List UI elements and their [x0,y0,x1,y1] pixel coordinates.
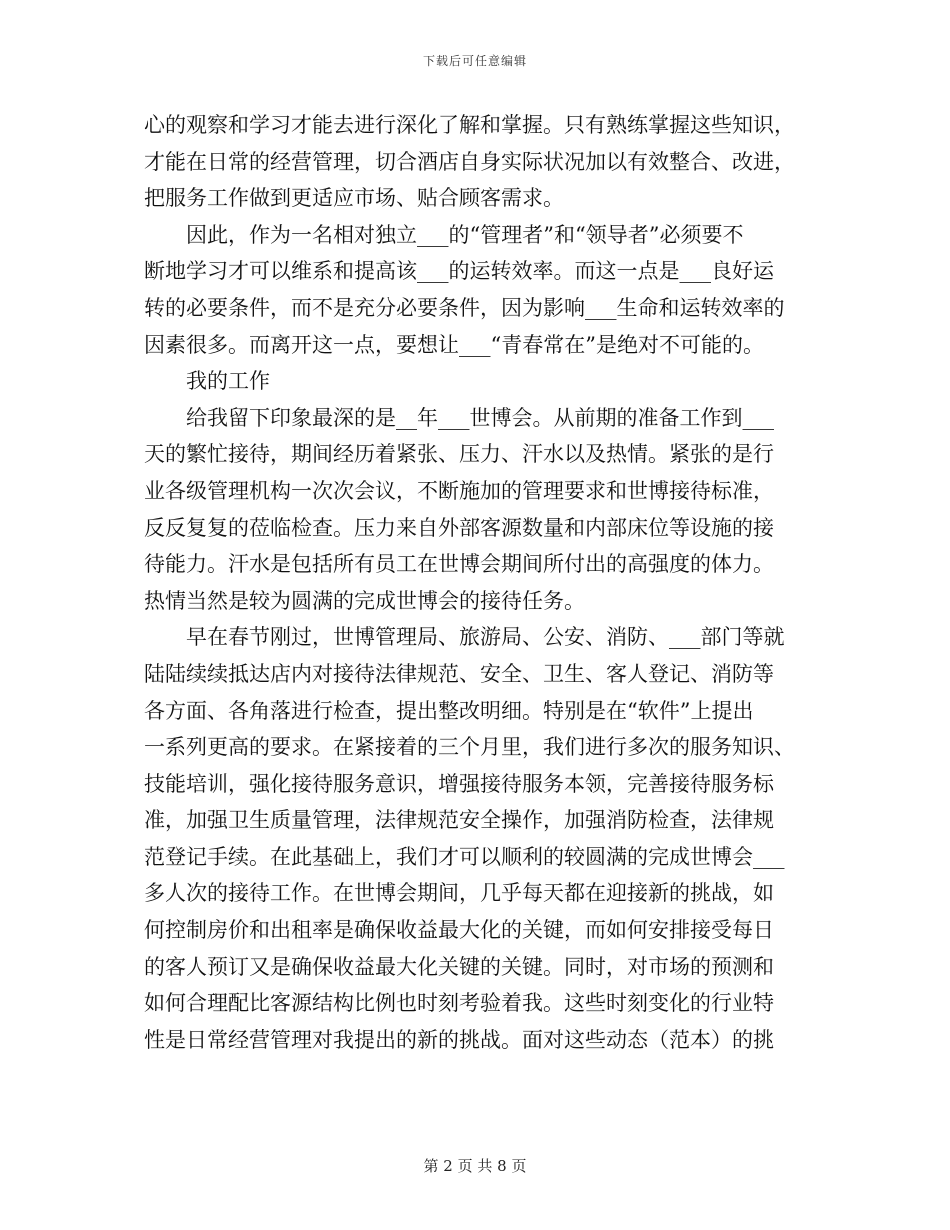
text-line: 技能培训，强化接待服务意识，增强接待服务本领，完善接待服务标 [144,771,774,796]
text-line: 准，加强卫生质量管理，法律规范安全操作，加强消防检查，法律规 [144,808,774,833]
text-line: 性是日常经营管理对我提出的新的挑战。面对这些动态（范本）的挑 [144,1027,774,1052]
text-line: 热情当然是较为圆满的完成世博会的接待任务。 [144,588,585,613]
text-line: 一系列更高的要求。在紧接着的三个月里，我们进行多次的服务知识、 [144,735,795,760]
text-line: 心的观察和学习才能去进行深化了解和掌握。只有熟练掌握这些知识， [144,113,795,137]
text-line: 陆陆续续抵达店内对接待法律规范、安全、卫生、客人登记、消防等 [144,661,774,686]
page-number-footer: 第 2 页 共 8 页 [423,1157,527,1175]
text-line: 给我留下印象最深的是__年___世博会。从前期的准备工作到___ [186,405,774,430]
text-line: 待能力。汗水是包括所有员工在世博会期间所付出的高强度的体力。 [144,552,774,577]
text-line: 把服务工作做到更适应市场、贴合顾客需求。 [144,186,564,211]
document-body [144,107,808,1058]
text-line: 多人次的接待工作。在世博会期间，几乎每天都在迎接新的挑战，如 [144,881,774,906]
text-line: 各方面、各角落进行检查，提出整改明细。特别是在“软件”上提出 [144,698,754,723]
text-line: 早在春节刚过，世博管理局、旅游局、公安、消防、___部门等就 [186,625,785,650]
text-line: 我的工作 [186,369,270,394]
text-line: 业各级管理机构一次次会议，不断施加的管理要求和世博接待标准， [144,478,774,503]
text-line: 才能在日常的经营管理，切合酒店自身实际状况加以有效整合、改进， [144,149,795,174]
text-line: 的客人预订又是确保收益最大化关键的关键。同时，对市场的预测和 [144,954,774,979]
text-line: 转的必要条件，而不是充分必要条件，因为影响___生命和运转效率的 [144,295,785,320]
text-line: 何控制房价和出租率是确保收益最大化的关键，而如何安排接受每日 [144,918,774,943]
page-header-note: 下载后可任意编辑 [422,54,527,68]
text-line: 范登记手续。在此基础上，我们才可以顺利的较圆满的完成世博会___ [144,844,785,869]
text-line: 因素很多。而离开这一点，要想让___“青春常在”是绝对不可能的。 [144,332,764,357]
text-line: 因此，作为一名相对独立___的“管理者”和“领导者”必须要不 [186,222,744,247]
text-line: 反反复复的莅临检查。压力来自外部客源数量和内部床位等设施的接 [144,515,774,540]
text-line: 断地学习才可以维系和提高该___的运转效率。而这一点是___良好运 [144,259,774,284]
text-line: 天的繁忙接待，期间经历着紧张、压力、汗水以及热情。紧张的是行 [144,442,774,467]
text-line: 如何合理配比客源结构比例也时刻考验着我。这些时刻变化的行业特 [144,991,774,1016]
